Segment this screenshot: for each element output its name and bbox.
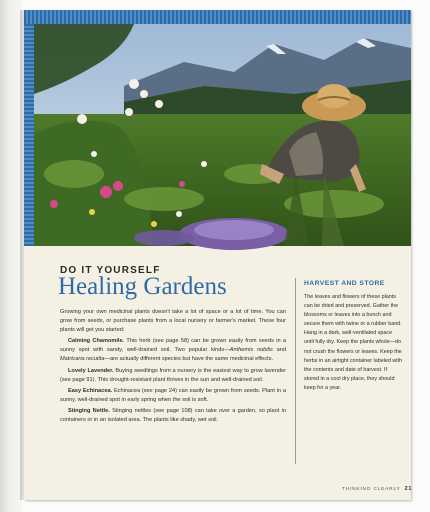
section-kicker: DO IT YOURSELF [60,265,161,276]
plant-paragraph-echinacea: Easy Echinacea. Echinacea (see page 24) can easily be grown from seeds. Plant in a sunny, well-drained spot in early spring when the soil is soft. [60,387,286,403]
plant-name-lavender: Lovely Lavender. [68,367,114,374]
magazine-page [24,10,411,500]
page-footer [342,486,412,492]
footer-section: THINKING CLEARLY [342,487,401,492]
article-title: Healing Gardens [58,273,227,300]
plant-name-chamomile: Calming Chamomile. [68,338,125,345]
book-spine [0,0,22,512]
plant-name-echinacea: Easy Echinacea. [68,387,113,394]
top-decorative-band [24,10,411,24]
intro-paragraph: Growing your own medicinal plants doesn't take a lot of space or a lot of time. You can grow from seeds, or purchase plants from a local nursery or farmer's market. These four plants will get you started: [60,309,286,334]
plant-name-nettle: Stinging Nettle. [68,407,110,414]
column-divider [295,278,296,464]
plant-paragraph-nettle: Stinging Nettle. Stinging nettles (see page 108) can take over a garden, so plant in containers or in an isolated area. The plants like shady, wet soil. [60,407,286,424]
plant-paragraph-lavender: Lovely Lavender. Buying seedlings from a nursery is the easiest way to grow lavender (see page 91). This drought-resistant plant thrives in the sun and well-drained soil. [60,367,286,383]
left-decorative-strip [24,24,34,246]
garden-photo [34,24,411,246]
sidebar-heading: HARVEST AND STORE [304,280,385,287]
sidebar-body: The leaves and flowers of these plants can be dried and preserved. Gather the blossoms or leaves into a bunch and secure them with twine or a rubber band. Hang in a dark, well-ventilated space until fully dry. Keep the plants whole—do not crush the flowers or leaves. Keep the herbs in an airtight container labeled with the contents and date of harvest. If stored in a cool dry place, they should keep for a year. [304,294,402,391]
plant-paragraph-chamomile: Calming Chamomile. This herb (see page 58) can be grown easily from seeds in a sunny spot with sandy, well-drained soil. Two popular kinds—Anthemis nobilis and Matricaria recutita—are actually different species but have the same medicinal effects. [60,338,287,363]
page-number: 21 [404,486,413,492]
article-body [60,308,286,427]
